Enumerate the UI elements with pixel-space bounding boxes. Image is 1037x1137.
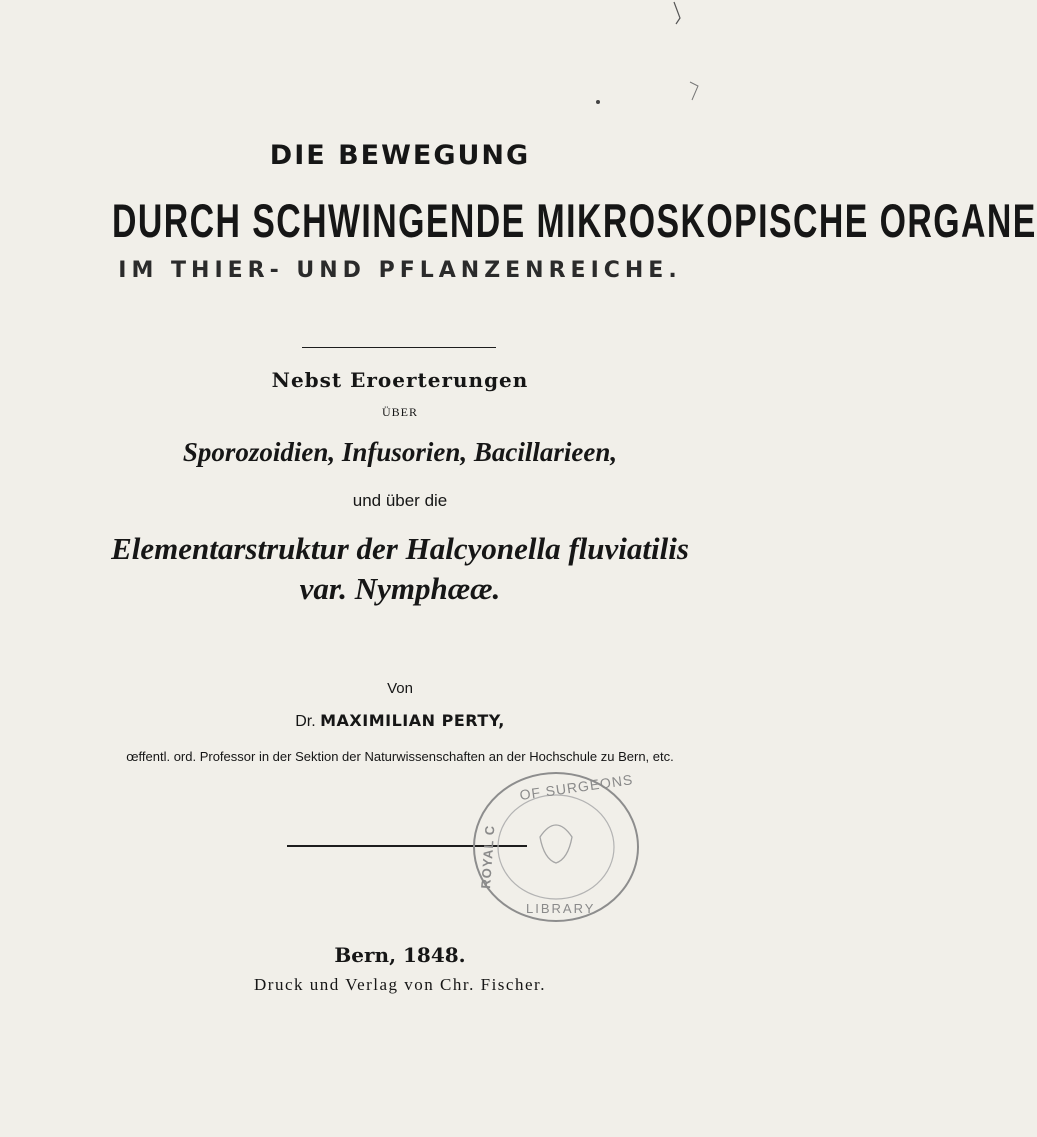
author-line [0, 711, 800, 731]
subtitle-nebst: Nebst Eroerterungen [271, 368, 529, 392]
stamp-text-bottom: LIBRARY [526, 901, 596, 916]
subtitle-species-line-2: var. Nymphææ. [299, 571, 501, 606]
author-affiliation: œffentl. ord. Professor in der Sektion der Naturwissenschaften an der Hochschule zu Bern, etc. [126, 749, 674, 764]
place-year: Bern, 1848. [334, 943, 466, 967]
author-name: MAXIMILIAN PERTY, [320, 711, 505, 730]
library-stamp [468, 767, 644, 927]
stamp-text-left: ROYAL C [478, 824, 498, 890]
author-prefix: Dr. [295, 713, 316, 730]
author-von: Von [387, 680, 413, 697]
stamp-text-top: OF SURGEONS [518, 771, 635, 803]
stamp-emblem-icon [540, 825, 572, 863]
ink-mark-decoration [590, 0, 710, 110]
divider-rule [302, 347, 496, 348]
subtitle-species-line-1: Elementarstruktur der Halcyonella fluviatilis [111, 531, 689, 566]
printer-line: Druck und Verlag von Chr. Fischer. [254, 975, 546, 994]
title-line-1: DIE BEWEGUNG [269, 140, 531, 171]
subtitle-ueber: ÜBER [381, 405, 418, 419]
title-line-3: IM THIER- UND PFLANZENREICHE. [118, 258, 682, 283]
subtitle-und-ueber-die: und über die [352, 491, 448, 510]
title-line-2: DURCH SCHWINGENDE MIKROSKOPISCHE ORGANE [112, 194, 1037, 247]
subtitle-topics: Sporozoidien, Infusorien, Bacillarieen, [182, 437, 618, 467]
